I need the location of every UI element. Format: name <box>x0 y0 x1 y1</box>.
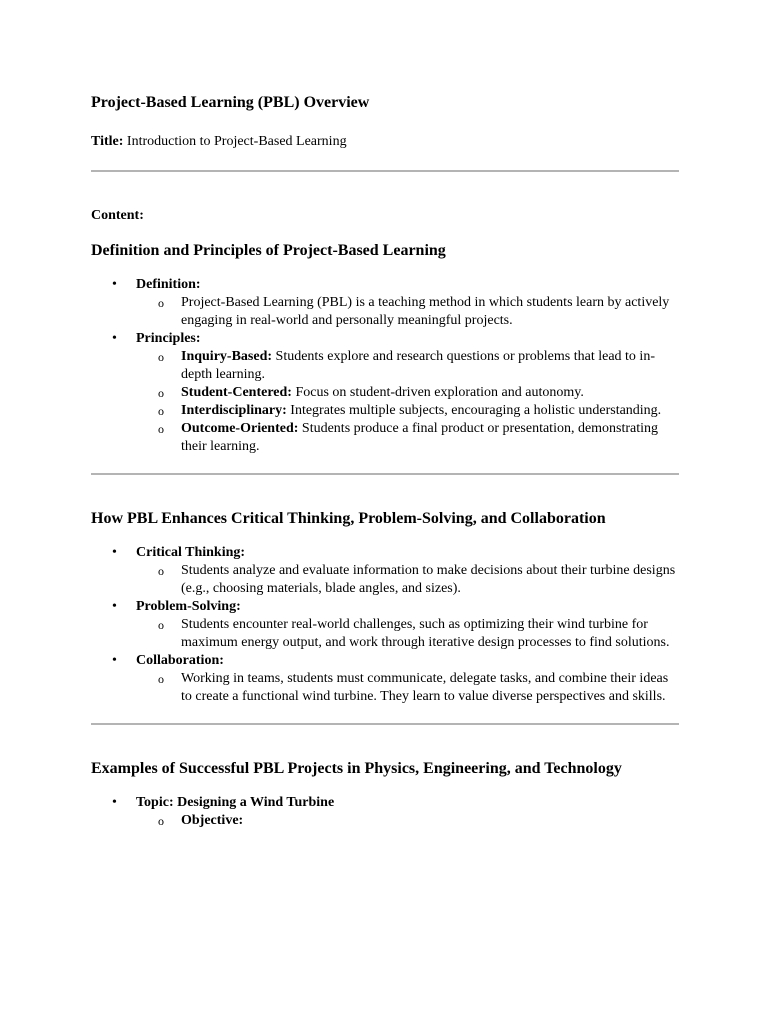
section-list-examples <box>91 794 681 830</box>
sub-item-text: Students produce a final product or presentation, demonstrating their learning. <box>181 421 659 454</box>
divider <box>91 170 679 172</box>
item-label: Critical Thinking: <box>136 545 246 560</box>
circle-bullet-icon: o <box>158 404 164 418</box>
bullet-icon: • <box>112 599 117 614</box>
sub-item-label: Interdisciplinary: <box>181 403 287 418</box>
sub-list-item <box>136 384 681 402</box>
sub-item-text: Integrates multiple subjects, encouraging a holistic understanding. <box>286 403 662 418</box>
list-item <box>91 544 681 598</box>
sub-item-label: Student-Centered: <box>181 385 292 400</box>
sub-list <box>136 562 681 598</box>
sub-list-item <box>136 812 681 830</box>
sub-item-label: Outcome-Oriented: <box>181 421 299 436</box>
sub-list-item <box>136 670 681 706</box>
sub-list-item <box>136 402 681 420</box>
sub-item-label: Inquiry-Based: <box>181 349 273 364</box>
item-label: Principles: <box>136 331 201 346</box>
document-page <box>91 92 681 830</box>
bullet-icon: • <box>112 331 117 346</box>
list-item <box>91 276 681 330</box>
bullet-icon: • <box>112 795 117 810</box>
circle-bullet-icon: o <box>158 422 164 436</box>
section-heading-examples: Examples of Successful PBL Projects in Physics, Engineering, and Technology <box>91 760 622 777</box>
section-list-definition <box>91 276 681 456</box>
sub-list <box>136 348 681 456</box>
sub-item-text: Working in teams, students must communicate, delegate tasks, and combine their ideas to create a functional wind turbine. They learn to value diverse perspectives and skills. <box>181 671 669 704</box>
content-label: Content: <box>91 208 144 223</box>
circle-bullet-icon: o <box>158 350 164 364</box>
sub-list-item <box>136 616 681 652</box>
section-heading-pbl-enhances: How PBL Enhances Critical Thinking, Problem-Solving, and Collaboration <box>91 510 606 527</box>
item-label: Topic: Designing a Wind Turbine <box>136 795 335 810</box>
divider <box>91 723 679 725</box>
circle-bullet-icon: o <box>158 564 164 578</box>
title-label: Title: <box>91 134 124 149</box>
item-label: Definition: <box>136 277 201 292</box>
bullet-icon: • <box>112 277 117 292</box>
sub-list-item <box>136 348 681 384</box>
title-value: Introduction to Project-Based Learning <box>123 134 347 149</box>
circle-bullet-icon: o <box>158 672 164 686</box>
divider <box>91 473 679 475</box>
sub-item-label: Objective: <box>181 813 244 828</box>
list-item <box>91 598 681 652</box>
sub-item-text: Students analyze and evaluate information to make decisions about their turbine designs (e.g., choosing materials, blade angles, and sizes). <box>181 563 676 596</box>
circle-bullet-icon: o <box>158 814 164 828</box>
title-line <box>91 132 681 152</box>
circle-bullet-icon: o <box>158 296 164 310</box>
document-heading: Project-Based Learning (PBL) Overview <box>91 94 370 111</box>
section-heading-definition: Definition and Principles of Project-Based Learning <box>91 242 446 259</box>
item-label: Problem-Solving: <box>136 599 241 614</box>
sub-list-item <box>136 294 681 330</box>
sub-list <box>136 812 681 830</box>
sub-list-item <box>136 420 681 456</box>
list-item <box>91 330 681 456</box>
item-label: Collaboration: <box>136 653 224 668</box>
sub-list <box>136 294 681 330</box>
sub-list <box>136 670 681 706</box>
sub-list <box>136 616 681 652</box>
list-item <box>91 794 681 830</box>
bullet-icon: • <box>112 653 117 668</box>
bullet-icon: • <box>112 545 117 560</box>
sub-list-item <box>136 562 681 598</box>
sub-item-text: Project-Based Learning (PBL) is a teaching method in which students learn by actively engaging in real-world and personally meaningful projects. <box>181 295 670 328</box>
sub-item-text: Students encounter real-world challenges, such as optimizing their wind turbine for maximum energy output, and work through iterative design processes to find solutions. <box>181 617 670 650</box>
list-item <box>91 652 681 706</box>
circle-bullet-icon: o <box>158 618 164 632</box>
sub-item-text: Students explore and research questions or problems that lead to in-depth learning. <box>181 349 655 382</box>
circle-bullet-icon: o <box>158 386 164 400</box>
sub-item-text: Focus on student-driven exploration and autonomy. <box>291 385 584 400</box>
section-list-pbl-enhances <box>91 544 681 706</box>
